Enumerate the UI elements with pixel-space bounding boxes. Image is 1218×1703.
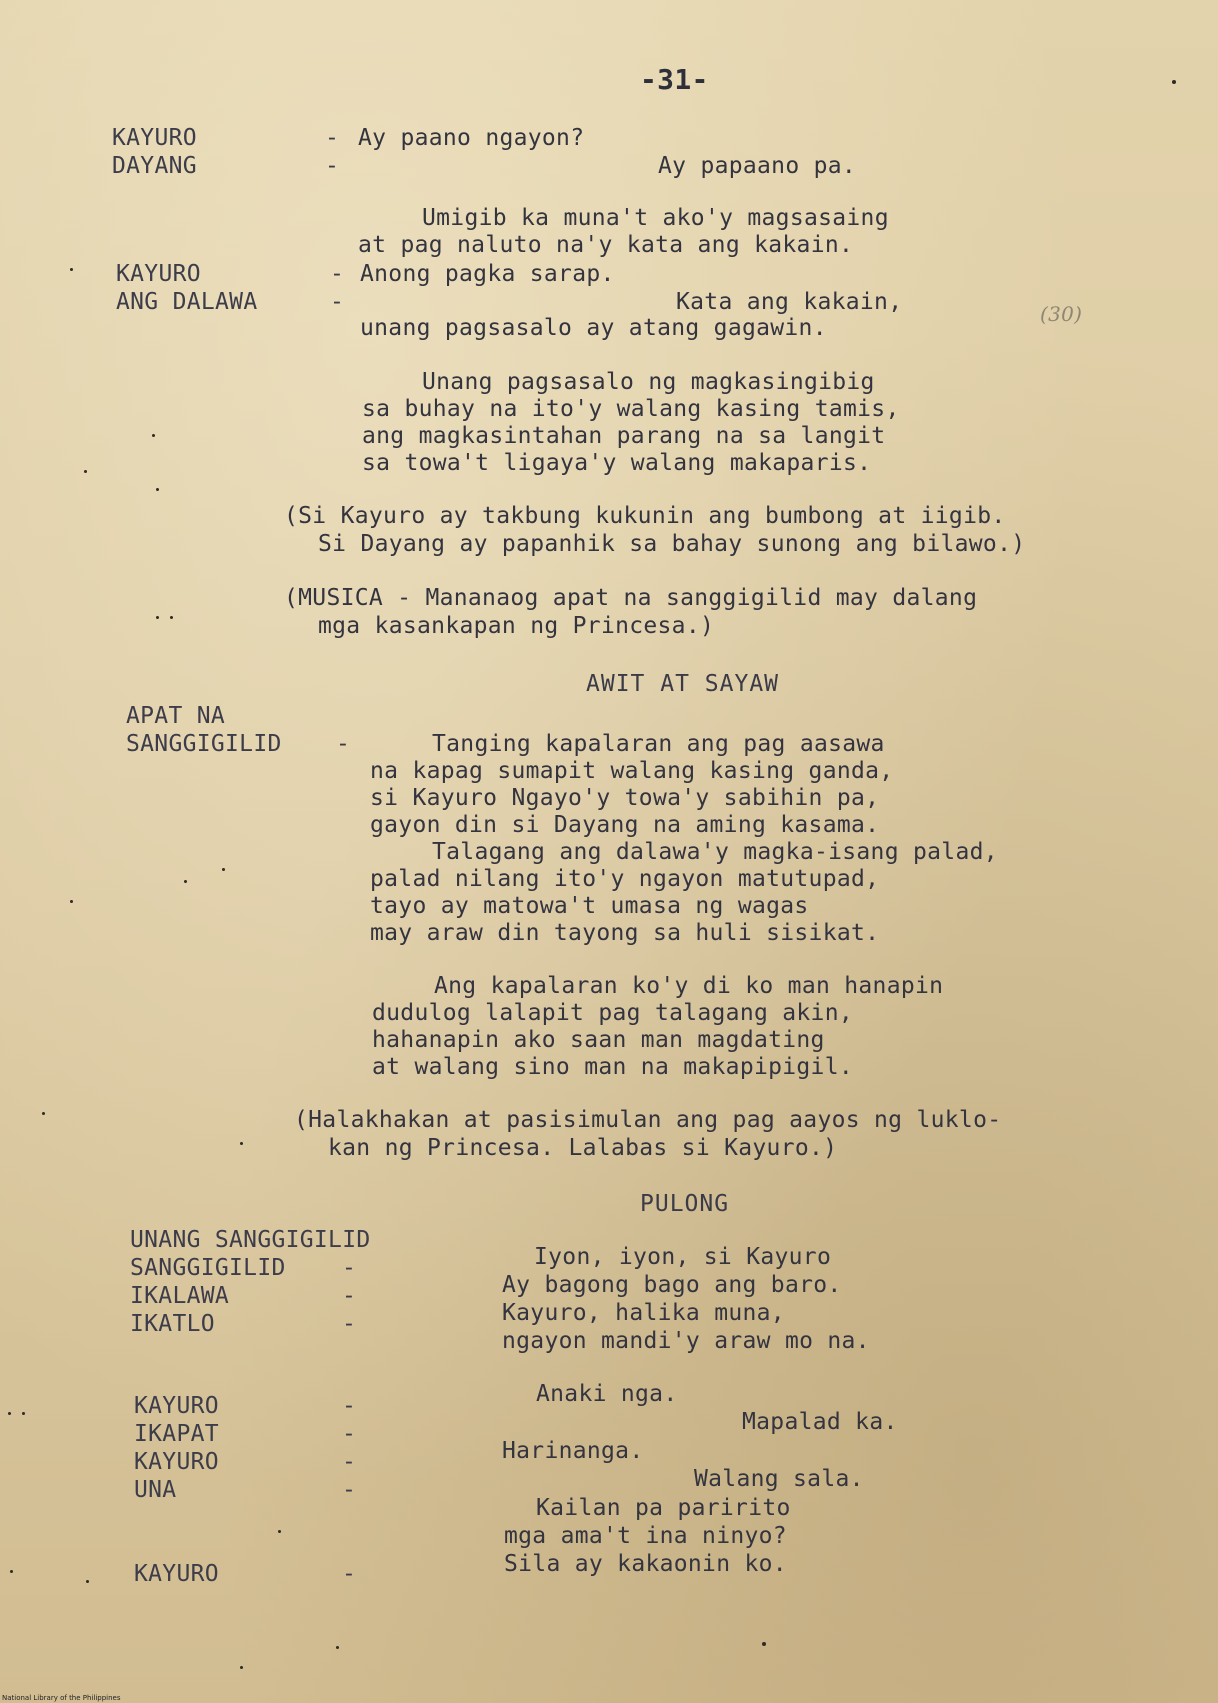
verse-line: si Kayuro Ngayo'y towa'y sabihin pa, [370,785,880,811]
speaker-dash: - [342,1561,357,1587]
verse-line: Ang kapalaran ko'y di ko man hanapin [434,973,944,999]
speaker-dash: - [342,1421,357,1447]
stage-direction: (Halakhakan at pasisimulan ang pag aayos ng luklo- [294,1107,1002,1133]
speaker-dash: - [342,1449,357,1475]
verse-line: dudulog lalapit pag talagang akin, [372,1000,854,1026]
pencil-annotation: (30) [1040,302,1083,326]
verse-line: Talagang ang dalawa'y magka-isang palad, [432,839,998,865]
speaker-dash: - [342,1311,357,1337]
paper-speck [156,616,159,619]
speaker-dash: - [342,1283,357,1309]
speaker-label: IKAPAT [134,1421,219,1447]
dialogue-line: Anong pagka sarap. [360,261,615,287]
verse-line: ngayon mandi'y araw mo na. [502,1328,870,1354]
dialogue-line: Kata ang kakain, [676,289,903,315]
speaker-label: KAYURO [134,1449,219,1475]
paper-speck [170,616,173,619]
verse-line: gayon din si Dayang na aming kasama. [370,812,880,838]
library-footer: National Library of the Philippines [2,1694,121,1702]
speaker-label: UNANG SANGGIGILID [130,1227,371,1253]
verse-line: sa buhay na ito'y walang kasing tamis, [362,396,900,422]
paper-speck [8,1412,11,1415]
dialogue-line: Ay papaano pa. [658,153,857,179]
verse-line: may araw din tayong sa huli sisikat. [370,920,880,946]
verse-line: Tanging kapalaran ang pag aasawa [432,731,885,757]
paper-speck [222,868,225,871]
paper-speck [240,1666,243,1669]
speaker-dash: - [330,289,345,315]
verse-line: tayo ay matowa't umasa ng wagas [370,893,809,919]
paper-speck [70,900,73,903]
dialogue-line: Ay paano ngayon? [358,125,585,151]
verse-line: Sila ay kakaonin ko. [504,1551,787,1577]
speaker-dash: - [336,731,351,757]
speaker-dash: - [325,153,340,179]
speaker-dash: - [342,1477,357,1503]
stage-direction: (Si Kayuro ay takbung kukunin ang bumbong at iigib. [284,503,1006,529]
speaker-label: KAYURO [134,1393,219,1419]
speaker-label: KAYURO [134,1561,219,1587]
stage-direction: kan ng Princesa. Lalabas si Kayuro.) [328,1135,838,1161]
stage-direction: mga kasankapan ng Princesa.) [318,613,715,639]
verse-line: hahanapin ako saan man magdating [372,1027,825,1053]
verse-line: sa towa't ligaya'y walang makaparis. [362,450,872,476]
stage-direction: Si Dayang ay papanhik sa bahay sunong ang bilawo.) [318,531,1026,557]
dialogue-line: unang pagsasalo ay atang gagawin. [360,315,827,341]
paper-speck [22,1412,25,1415]
paper-speck [84,470,87,473]
dialogue-line: Harinanga. [502,1438,644,1464]
paper-speck [336,1646,339,1649]
verse-line: Kayuro, halika muna, [502,1300,785,1326]
speaker-label: APAT NA [126,703,226,729]
paper-speck [152,434,155,437]
verse-line: Umigib ka muna't ako'y magsasaing [422,205,889,231]
paper-speck [1172,80,1176,84]
dialogue-line: Anaki nga. [536,1381,678,1407]
paper-speck [70,268,73,271]
speaker-label: SANGGIGILID [130,1255,286,1281]
speaker-label: SANGGIGILID [126,731,282,757]
paper-speck [10,1570,13,1573]
paper-speck [240,1142,243,1145]
verse-line: palad nilang ito'y ngayon matutupad, [370,866,880,892]
verse-line: Ay bagong bago ang baro. [502,1272,842,1298]
speaker-dash: - [325,125,340,151]
stage-direction: (MUSICA - Mananaog apat na sanggigilid may dalang [284,585,978,611]
verse-line: ang magkasintahan parang na sa langit [362,423,886,449]
paper-speck [86,1580,89,1583]
dialogue-line: Mapalad ka. [742,1409,898,1435]
verse-line: na kapag sumapit walang kasing ganda, [370,758,894,784]
speaker-label: IKALAWA [130,1283,230,1309]
section-heading: PULONG [640,1191,730,1217]
speaker-dash: - [330,261,345,287]
section-heading: AWIT AT SAYAW [586,671,780,697]
speaker-label: KAYURO [112,125,197,151]
speaker-label: ANG DALAWA [116,289,258,315]
verse-line: at walang sino man na makapipigil. [372,1054,854,1080]
paper-speck [184,880,187,883]
verse-line: at pag naluto na'y kata ang kakain. [358,232,854,258]
speaker-label: KAYURO [116,261,201,287]
verse-line: mga ama't ina ninyo? [504,1523,787,1549]
page-number: -31- [640,63,709,96]
verse-line: Kailan pa paririto [536,1495,791,1521]
verse-line: Iyon, iyon, si Kayuro [534,1244,832,1270]
verse-line: Unang pagsasalo ng magkasingibig [422,369,875,395]
speaker-label: UNA [134,1477,177,1503]
speaker-label: IKATLO [130,1311,215,1337]
speaker-label: DAYANG [112,153,197,179]
paper-speck [156,488,159,491]
speaker-dash: - [342,1393,357,1419]
paper-speck [762,1642,766,1646]
paper-speck [42,1112,45,1115]
paper-speck [278,1530,281,1533]
speaker-dash: - [342,1255,357,1281]
dialogue-line: Walang sala. [694,1466,864,1492]
